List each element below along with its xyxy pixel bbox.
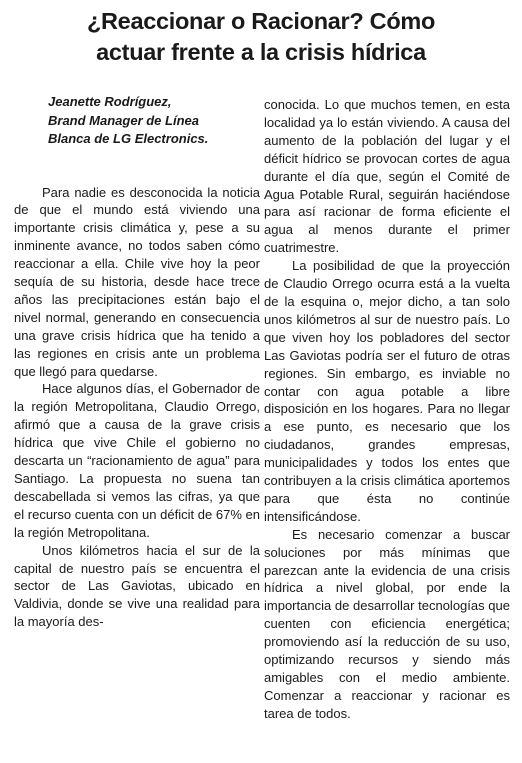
right-column xyxy=(264,96,510,723)
author-name: Jeanette Rodríguez, xyxy=(48,94,172,109)
byline xyxy=(14,93,260,149)
article-title xyxy=(0,6,522,68)
article-title-line-2: actuar frente a la crisis hídrica xyxy=(96,39,426,65)
paragraph-4: La posibilidad de que la proyección de Claudio Orrego ocurra está a la vuelta de la esquina o, mejor dicho, a tan solo unos kilómetros al sur de nuestro país. Lo que viven hoy los pobladores del sector Las Gaviotas podría ser el futuro de otras regiones. Sin embargo, es inviable no contar con agua potable a libre disposición en los hogares. Para no llegar a ese punto, es necesario que los ciudadanos, grandes empresas, municipalidades y todos los entes que contribuyen a la crisis climática aportemos para que ésta no continúe intensificándose. xyxy=(264,258,510,524)
paragraph-3: Unos kilómetros hacia el sur de la capital de nuestro país se encuentra el sector de Las Gaviotas, ubicado en Valdivia, donde se vive una realidad para la mayoría des- xyxy=(14,542,260,630)
author-company: Blanca de LG Electronics. xyxy=(48,131,209,146)
paragraph-2: Hace algunos días, el Gobernador de la región Metropolitana, Claudio Orrego, afirmó que a causa de la grave crisis hídrica que vive Chile el gobierno no descarta un “racionamiento de agua” para Santiago. La propuesta no suena tan descabellada si vemos las cifras, ya que el recurso cuenta con un déficit de 67% en la región Metropolitana. xyxy=(14,381,260,540)
paragraph-1: Para nadie es desconocida la noticia de que el mundo está viviendo una importante crisis climática y, pese a su inminente avance, no todos saben cómo reaccionar a ella. Chile vive hoy la peor sequía de su historia, desde hace trece años las precipitaciones están bajo el nivel normal, generando en consecuencia una grave crisis hídrica que ha tenido a las regiones en crisis ante un problema que llegó para quedarse. xyxy=(14,184,260,379)
left-column xyxy=(14,93,260,631)
paragraph-3-continued: conocida. Lo que muchos temen, en esta localidad ya lo están viviendo. A causa del aumento de la población del lugar y el déficit hídrico se provocan cortes de agua durante el día que, según el Comité de Agua Potable Rural, seguirán haciéndose para así racionar de forma eficiente el agua al menos durante el primer cuatrimestre. xyxy=(264,97,510,256)
author-role: Brand Manager de Línea xyxy=(48,112,199,128)
article-title-line-1: ¿Reaccionar o Racionar? Cómo xyxy=(86,8,436,34)
paragraph-5: Es necesario comenzar a buscar soluciones por más mínimas que parezcan ante la evidencia de una crisis hídrica a nivel global, por ende la importancia de desarrollar tecnologías que cuenten con eficiencia energética; promoviendo así la reducción de su uso, optimizando recursos y siendo más amigables con el medio ambiente. Comenzar a reaccionar y racionar es tarea de todos. xyxy=(264,526,510,721)
